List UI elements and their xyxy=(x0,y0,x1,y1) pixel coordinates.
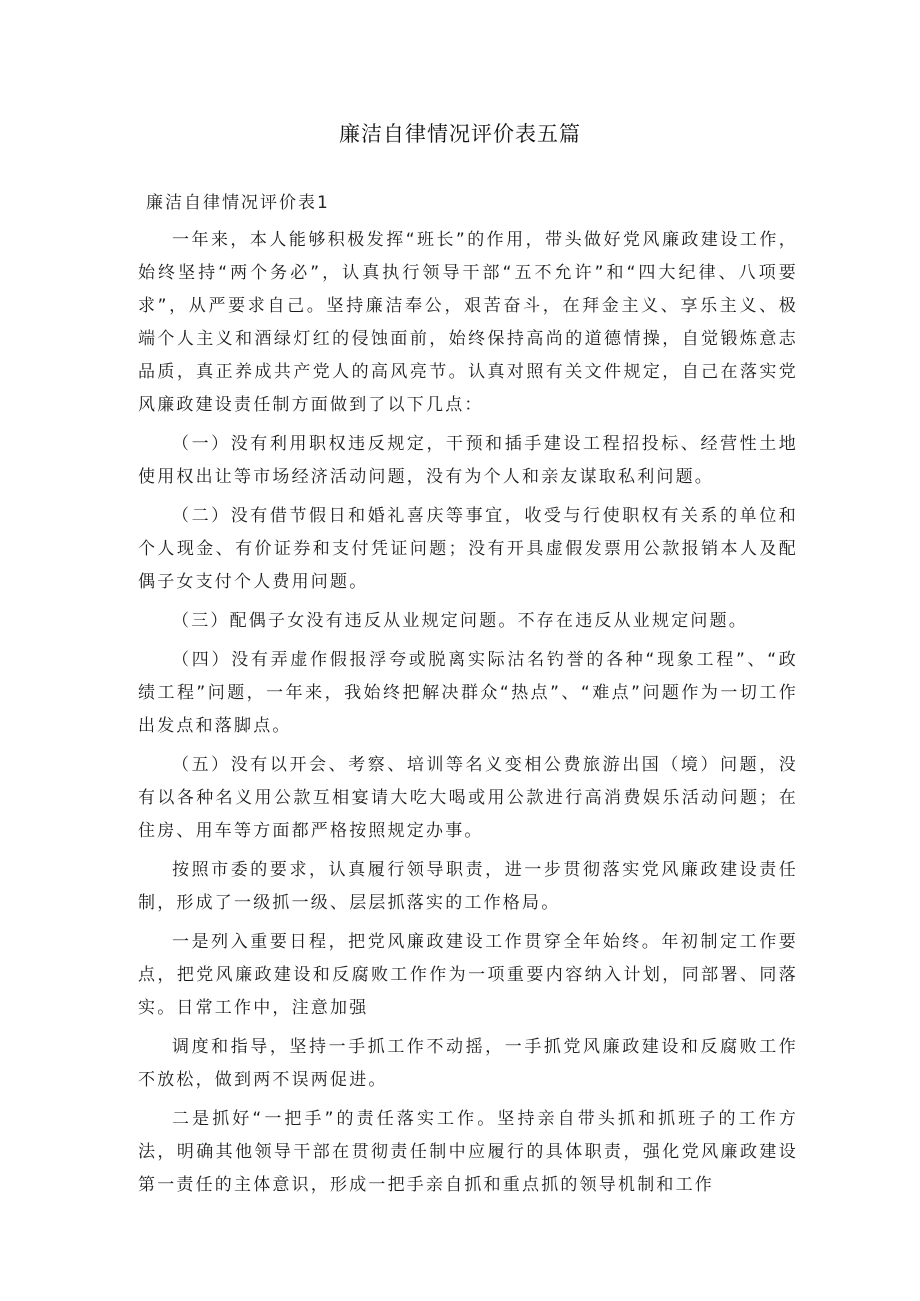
paragraph: 按照市委的要求，认真履行领导职责，进一步贯彻落实党风廉政建设责任制，形成了一级抓一级、层层抓落实的工作格局。 xyxy=(138,860,798,913)
document-title: 廉洁自律情况评价表五篇 xyxy=(339,122,581,146)
paragraph: （三）配偶子女没有违反从业规定问题。不存在违反从业规定问题。 xyxy=(172,611,748,631)
paragraph: （一）没有利用职权违反规定，干预和插手建设工程招投标、经营性土地使用权出让等市场经济活动问题，没有为个人和亲友谋取私利问题。 xyxy=(138,434,798,487)
paragraph: （二）没有借节假日和婚礼喜庆等事宜，收受与行使职权有关系的单位和个人现金、有价证券和支付凭证问题；没有开具虚假发票用公款报销本人及配偶子女支付个人费用问题。 xyxy=(138,506,798,592)
section-subtitle: 廉洁自律情况评价表1 xyxy=(146,193,330,213)
paragraph: （四）没有弄虚作假报浮夸或脱离实际沽名钓誉的各种“现象工程”、“政绩工程”问题，一年来，我始终把解决群众“热点”、“难点”问题作为一切工作出发点和落脚点。 xyxy=(138,650,798,736)
paragraph: 一年来，本人能够积极发挥“班长”的作用，带头做好党风廉政建设工作，始终坚持“两个务必”，认真执行领导干部“五不允许”和“四大纪律、八项要求”，从严要求自己。坚持廉洁奉公，艰苦奋斗，在拜金主义、享乐主义、极端个人主义和酒绿灯红的侵蚀面前，始终保持高尚的道德情操，自觉锻炼意志品质，真正养成共产党人的高风亮节。认真对照有关文件规定，自己在落实党风廉政建设责任制方面做到了以下几点： xyxy=(138,230,798,415)
paragraph: （五）没有以开会、考察、培训等名义变相公费旅游出国（境）问题，没有以各种名义用公款互相宴请大吃大喝或用公款进行高消费娱乐活动问题；在住房、用车等方面都严格按照规定办事。 xyxy=(138,755,798,841)
paragraph: 一是列入重要日程，把党风廉政建设工作贯穿全年始终。年初制定工作要点，把党风廉政建设和反腐败工作作为一项重要内容纳入计划，同部署、同落实。日常工作中，注意加强 xyxy=(138,932,798,1018)
document-body xyxy=(138,224,798,1208)
paragraph: 二是抓好“一把手”的责任落实工作。坚持亲自带头抓和抓班子的工作方法，明确其他领导干部在贯彻责任制中应履行的具体职责，强化党风廉政建设第一责任的主体意识，形成一把手亲自抓和重点抓的领导机制和工作 xyxy=(138,1109,798,1195)
paragraph: 调度和指导，坚持一手抓工作不动摇，一手抓党风廉政建设和反腐败工作不放松，做到两不误两促进。 xyxy=(138,1037,798,1090)
